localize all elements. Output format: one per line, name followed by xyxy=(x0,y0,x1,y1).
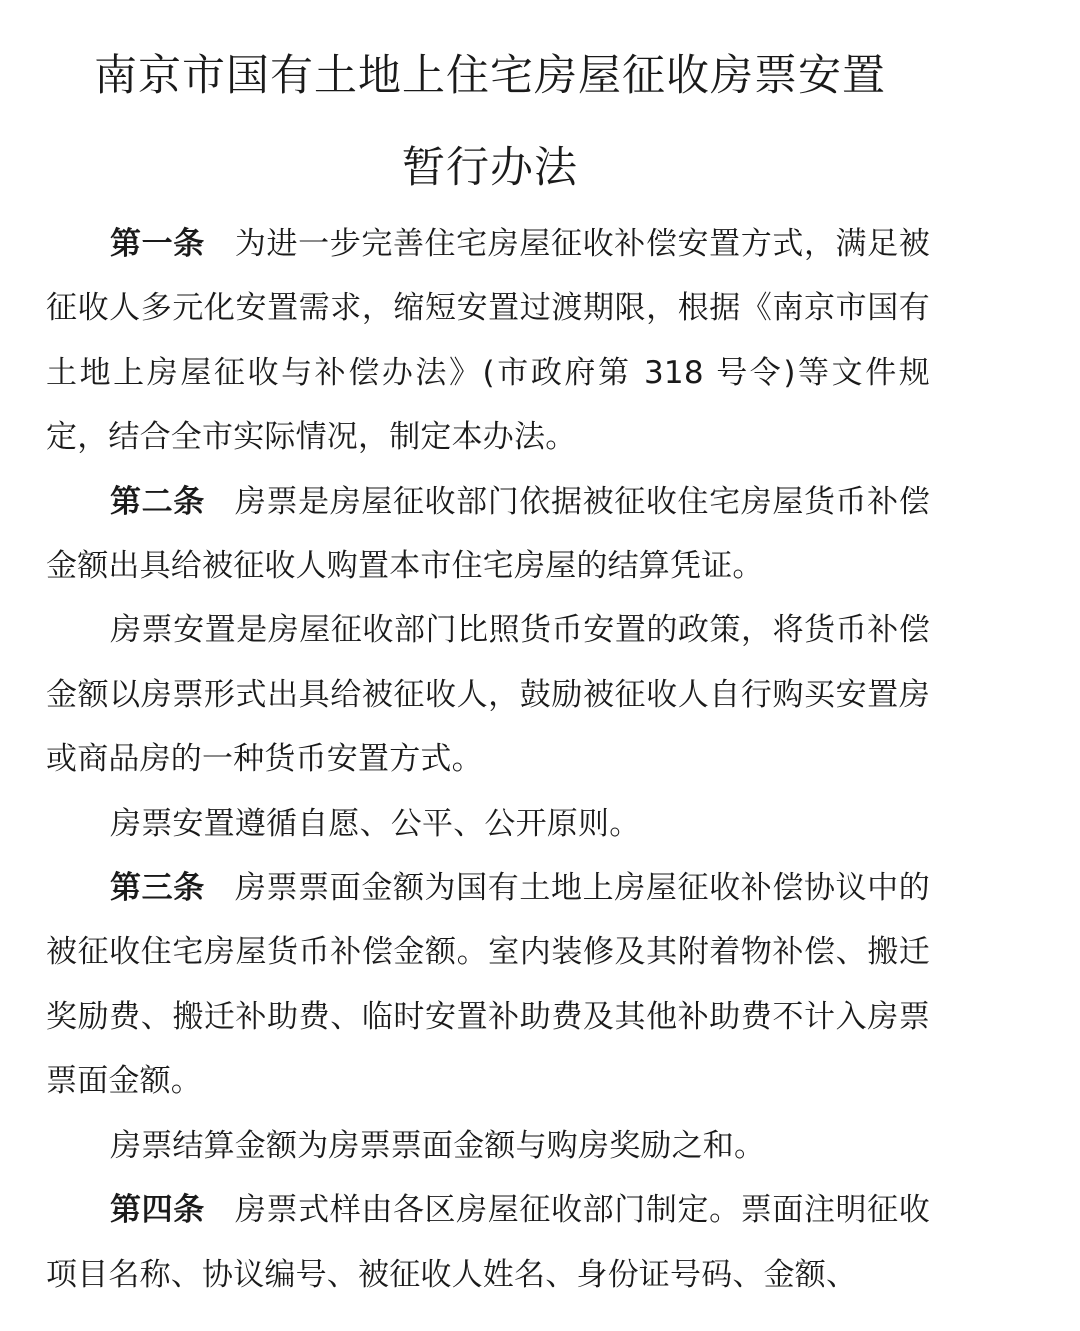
article-2-text: 房票是房屋征收部门依据被征收住宅房屋货币补偿金额出具给被征收人购置本市住宅房屋的结算凭证。 xyxy=(46,483,930,585)
article-1-text: 为进一步完善住宅房屋征收补偿安置方式，满足被征收人多元化安置需求，缩短安置过渡期限，根据《南京市国有土地上房屋征收与补偿办法》(市政府第 318 号令)等文件规定，结合全市实际情况，制定本办法。 xyxy=(46,226,930,456)
document-body xyxy=(46,212,930,1307)
article-4-paragraph xyxy=(46,1178,930,1307)
article-1-label: 第一条 xyxy=(110,226,205,262)
article-2-label: 第二条 xyxy=(110,483,205,520)
document-title-line-1: 南京市国有土地上住宅房屋征收房票安置 xyxy=(94,51,886,101)
article-3-text-2: 房票结算金额为房票票面金额与购房奖励之和。 xyxy=(110,1127,766,1164)
article-4-text: 房票式样由各区房屋征收部门制定。票面注明征收项目名称、协议编号、被征收人姓名、身份证号码、金额、 xyxy=(46,1192,930,1293)
article-2-paragraph-3 xyxy=(46,792,930,856)
article-2-paragraph xyxy=(46,470,930,599)
article-3-paragraph xyxy=(46,856,930,1114)
article-4-label: 第四条 xyxy=(110,1192,205,1229)
document-title-line-2: 暂行办法 xyxy=(402,143,578,193)
article-3-paragraph-2 xyxy=(46,1114,930,1178)
article-3-text: 房票票面金额为国有土地上房屋征收补偿协议中的被征收住宅房屋货币补偿金额。室内装修及其附着物补偿、搬迁奖励费、搬迁补助费、临时安置补助费及其他补助费不计入房票票面金额。 xyxy=(46,870,930,1100)
article-3-label: 第三条 xyxy=(110,870,205,907)
article-2-text-3: 房票安置遵循自愿、公平、公开原则。 xyxy=(110,805,641,842)
article-1-paragraph xyxy=(46,212,930,470)
article-2-paragraph-2 xyxy=(46,598,930,791)
article-2-text-2: 房票安置是房屋征收部门比照货币安置的政策，将货币补偿金额以房票形式出具给被征收人，鼓励被征收人自行购买安置房或商品房的一种货币安置方式。 xyxy=(46,612,930,778)
